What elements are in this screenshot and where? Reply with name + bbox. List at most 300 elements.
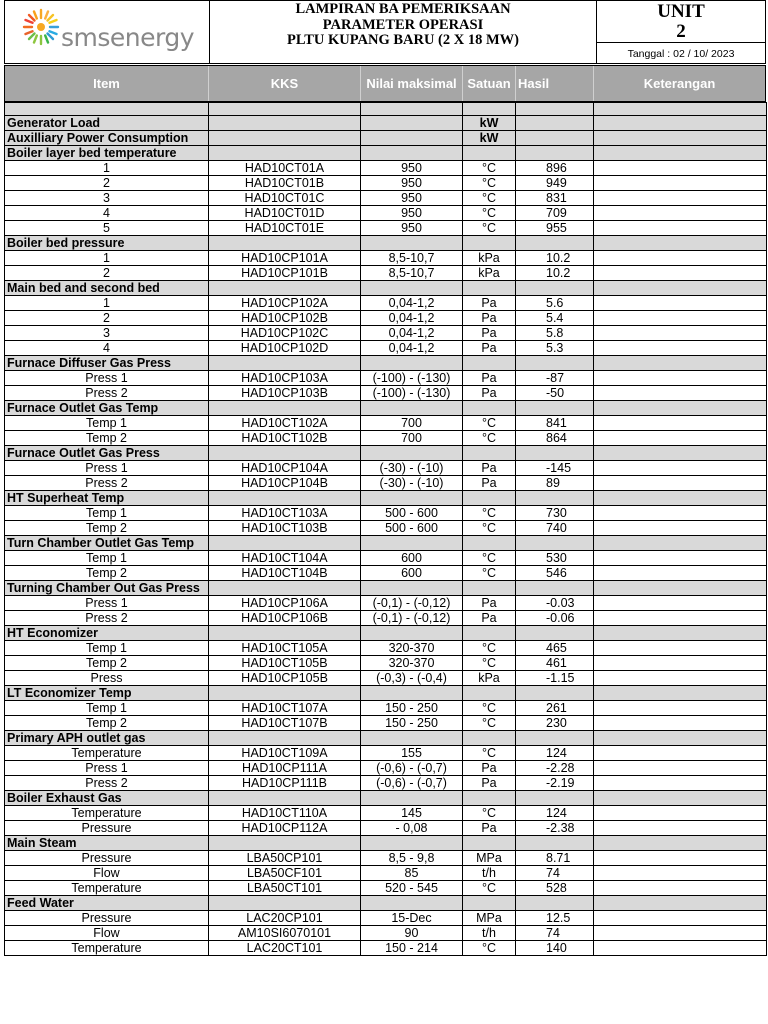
empty-cell [5, 103, 209, 116]
hasil-cell: 955 [516, 221, 594, 236]
hasil-cell [516, 236, 594, 251]
satuan-cell: kPa [463, 266, 516, 281]
table-row [5, 416, 767, 431]
kks-cell [209, 116, 361, 131]
keterangan-cell [594, 161, 767, 176]
kks-cell [209, 491, 361, 506]
hasil-cell: -2.38 [516, 821, 594, 836]
section-header-row [5, 836, 767, 851]
table-row [5, 641, 767, 656]
kks-cell: HAD10CT110A [209, 806, 361, 821]
kks-cell: HAD10CT102A [209, 416, 361, 431]
section-title: HT Economizer [5, 626, 209, 641]
section-header-row [5, 491, 767, 506]
kks-cell: HAD10CT107A [209, 701, 361, 716]
max-cell: 600 [361, 551, 463, 566]
hasil-cell [516, 536, 594, 551]
kks-cell [209, 791, 361, 806]
satuan-cell: kPa [463, 251, 516, 266]
max-cell [361, 236, 463, 251]
table-row [5, 746, 767, 761]
section-header-row [5, 116, 767, 131]
keterangan-cell [594, 761, 767, 776]
kks-cell: HAD10CP102A [209, 296, 361, 311]
hasil-cell: 461 [516, 656, 594, 671]
max-cell: 150 - 214 [361, 941, 463, 956]
kks-cell [209, 131, 361, 146]
hasil-cell [516, 581, 594, 596]
section-title: Turning Chamber Out Gas Press [5, 581, 209, 596]
item-cell: Temp 2 [5, 716, 209, 731]
satuan-cell: MPa [463, 911, 516, 926]
keterangan-cell [594, 251, 767, 266]
satuan-cell [463, 581, 516, 596]
max-cell: (-100) - (-130) [361, 386, 463, 401]
section-title: HT Superheat Temp [5, 491, 209, 506]
satuan-cell: °C [463, 551, 516, 566]
section-title: LT Economizer Temp [5, 686, 209, 701]
keterangan-cell [594, 911, 767, 926]
keterangan-cell [594, 176, 767, 191]
table-row [5, 716, 767, 731]
kks-cell: HAD10CT107B [209, 716, 361, 731]
table-row [5, 221, 767, 236]
satuan-cell [463, 446, 516, 461]
kks-cell: HAD10CT01B [209, 176, 361, 191]
max-cell: 950 [361, 221, 463, 236]
max-cell [361, 356, 463, 371]
satuan-cell: Pa [463, 296, 516, 311]
kks-cell [209, 581, 361, 596]
empty-cell [594, 103, 767, 116]
hasil-cell: 528 [516, 881, 594, 896]
max-cell: 700 [361, 431, 463, 446]
section-title: Turn Chamber Outlet Gas Temp [5, 536, 209, 551]
date-label: Tanggal : 02 / 10/ 2023 [627, 48, 735, 60]
table-header [4, 65, 766, 102]
satuan-cell [463, 626, 516, 641]
max-cell [361, 896, 463, 911]
hasil-cell: 5.4 [516, 311, 594, 326]
section-header-row [5, 281, 767, 296]
max-cell [361, 131, 463, 146]
item-cell: Temperature [5, 881, 209, 896]
satuan-cell: kW [463, 116, 516, 131]
hasil-cell [516, 401, 594, 416]
section-header-row [5, 686, 767, 701]
satuan-cell [463, 146, 516, 161]
kks-cell [209, 536, 361, 551]
hasil-cell: 261 [516, 701, 594, 716]
hasil-cell: 140 [516, 941, 594, 956]
keterangan-cell [594, 476, 767, 491]
keterangan-cell [594, 626, 767, 641]
table-row [5, 821, 767, 836]
document-header [4, 0, 766, 64]
max-cell [361, 446, 463, 461]
hasil-cell [516, 116, 594, 131]
hasil-cell: -1.15 [516, 671, 594, 686]
keterangan-cell [594, 851, 767, 866]
hasil-cell: 465 [516, 641, 594, 656]
keterangan-cell [594, 896, 767, 911]
empty-cell [516, 103, 594, 116]
satuan-cell: Pa [463, 611, 516, 626]
kks-cell [209, 281, 361, 296]
max-cell [361, 731, 463, 746]
hasil-cell [516, 731, 594, 746]
item-cell: 1 [5, 161, 209, 176]
satuan-cell [463, 896, 516, 911]
keterangan-cell [594, 326, 767, 341]
section-header-row [5, 581, 767, 596]
item-cell: Press 2 [5, 386, 209, 401]
kks-cell: HAD10CP106B [209, 611, 361, 626]
kks-cell [209, 446, 361, 461]
item-cell: 4 [5, 206, 209, 221]
hasil-cell: -145 [516, 461, 594, 476]
max-cell: 600 [361, 566, 463, 581]
hasil-cell: -50 [516, 386, 594, 401]
hasil-cell: -2.19 [516, 776, 594, 791]
item-cell: 5 [5, 221, 209, 236]
satuan-cell: °C [463, 881, 516, 896]
hasil-cell [516, 491, 594, 506]
item-cell: Flow [5, 866, 209, 881]
table-row [5, 671, 767, 686]
max-cell: 700 [361, 416, 463, 431]
keterangan-cell [594, 821, 767, 836]
table-row [5, 326, 767, 341]
hasil-cell: 10.2 [516, 251, 594, 266]
section-title: Boiler bed pressure [5, 236, 209, 251]
hasil-cell: 949 [516, 176, 594, 191]
section-title: Boiler Exhaust Gas [5, 791, 209, 806]
section-header-row [5, 356, 767, 371]
item-cell: Temp 2 [5, 521, 209, 536]
kks-cell: HAD10CP102D [209, 341, 361, 356]
table-row [5, 926, 767, 941]
parameter-table [4, 102, 767, 956]
item-cell: Temperature [5, 941, 209, 956]
item-cell: Temp 1 [5, 551, 209, 566]
item-cell: Pressure [5, 851, 209, 866]
max-cell: 950 [361, 176, 463, 191]
section-title: Feed Water [5, 896, 209, 911]
keterangan-cell [594, 866, 767, 881]
table-row [5, 941, 767, 956]
keterangan-cell [594, 521, 767, 536]
item-cell: Temp 2 [5, 431, 209, 446]
section-title: Furnace Outlet Gas Temp [5, 401, 209, 416]
hasil-cell: 230 [516, 716, 594, 731]
table-row [5, 551, 767, 566]
column-header-max: Nilai maksimal [361, 66, 463, 101]
table-row [5, 461, 767, 476]
table-row [5, 761, 767, 776]
item-cell: Temp 1 [5, 506, 209, 521]
item-cell: Temp 2 [5, 566, 209, 581]
kks-cell: HAD10CP101B [209, 266, 361, 281]
logo-text: smsenergy [61, 23, 195, 52]
kks-cell: LAC20CP101 [209, 911, 361, 926]
kks-cell [209, 356, 361, 371]
item-cell: Temp 2 [5, 656, 209, 671]
hasil-cell [516, 896, 594, 911]
satuan-cell [463, 281, 516, 296]
table-row [5, 191, 767, 206]
table-row [5, 596, 767, 611]
item-cell: Temp 1 [5, 416, 209, 431]
column-header-kks: KKS [209, 66, 361, 101]
satuan-cell: °C [463, 506, 516, 521]
table-row [5, 911, 767, 926]
item-cell: Press 2 [5, 476, 209, 491]
hasil-cell: -0.03 [516, 596, 594, 611]
table-row [5, 881, 767, 896]
kks-cell: HAD10CT01A [209, 161, 361, 176]
max-cell: 15-Dec [361, 911, 463, 926]
item-cell: 3 [5, 326, 209, 341]
keterangan-cell [594, 236, 767, 251]
table-row [5, 206, 767, 221]
satuan-cell [463, 731, 516, 746]
satuan-cell [463, 236, 516, 251]
section-header-row [5, 446, 767, 461]
section-header-row [5, 146, 767, 161]
table-row [5, 506, 767, 521]
keterangan-cell [594, 881, 767, 896]
kks-cell: HAD10CP104B [209, 476, 361, 491]
kks-cell: HAD10CT105B [209, 656, 361, 671]
item-cell: Press 1 [5, 461, 209, 476]
satuan-cell [463, 836, 516, 851]
max-cell: 150 - 250 [361, 716, 463, 731]
kks-cell [209, 836, 361, 851]
table-row [5, 776, 767, 791]
hasil-cell: 74 [516, 926, 594, 941]
table-row [5, 476, 767, 491]
item-cell: Temperature [5, 806, 209, 821]
max-cell: 950 [361, 191, 463, 206]
satuan-cell: Pa [463, 326, 516, 341]
max-cell [361, 401, 463, 416]
max-cell: 90 [361, 926, 463, 941]
item-cell: 2 [5, 176, 209, 191]
unit-label-block [597, 1, 765, 43]
hasil-cell: 8.71 [516, 851, 594, 866]
keterangan-cell [594, 596, 767, 611]
keterangan-cell [594, 716, 767, 731]
max-cell: 0,04-1,2 [361, 341, 463, 356]
max-cell [361, 836, 463, 851]
satuan-cell: °C [463, 191, 516, 206]
max-cell: 320-370 [361, 641, 463, 656]
table-row [5, 866, 767, 881]
keterangan-cell [594, 371, 767, 386]
satuan-cell: Pa [463, 371, 516, 386]
hasil-cell: 5.6 [516, 296, 594, 311]
satuan-cell: Pa [463, 596, 516, 611]
kks-cell: HAD10CT103B [209, 521, 361, 536]
kks-cell: HAD10CP112A [209, 821, 361, 836]
satuan-cell: °C [463, 746, 516, 761]
kks-cell [209, 626, 361, 641]
section-header-row [5, 236, 767, 251]
hasil-cell: -87 [516, 371, 594, 386]
hasil-cell: 709 [516, 206, 594, 221]
keterangan-cell [594, 731, 767, 746]
satuan-cell: °C [463, 941, 516, 956]
keterangan-cell [594, 386, 767, 401]
section-header-row [5, 791, 767, 806]
item-cell: 1 [5, 251, 209, 266]
keterangan-cell [594, 671, 767, 686]
keterangan-cell [594, 416, 767, 431]
satuan-cell: °C [463, 521, 516, 536]
keterangan-cell [594, 656, 767, 671]
kks-cell: HAD10CT104A [209, 551, 361, 566]
max-cell: 500 - 600 [361, 521, 463, 536]
max-cell: 8,5-10,7 [361, 251, 463, 266]
keterangan-cell [594, 191, 767, 206]
satuan-cell: °C [463, 416, 516, 431]
satuan-cell: °C [463, 431, 516, 446]
keterangan-cell [594, 206, 767, 221]
unit-number: 2 [676, 21, 686, 42]
item-cell: 3 [5, 191, 209, 206]
hasil-cell: 831 [516, 191, 594, 206]
table-row [5, 251, 767, 266]
max-cell [361, 626, 463, 641]
satuan-cell: °C [463, 206, 516, 221]
keterangan-cell [594, 146, 767, 161]
kks-cell: HAD10CT102B [209, 431, 361, 446]
satuan-cell: kPa [463, 671, 516, 686]
keterangan-cell [594, 461, 767, 476]
separator-row [5, 103, 767, 116]
satuan-cell: °C [463, 701, 516, 716]
kks-cell: LBA50CF101 [209, 866, 361, 881]
table-row [5, 296, 767, 311]
max-cell: 320-370 [361, 656, 463, 671]
unit-block [597, 1, 765, 63]
empty-cell [209, 103, 361, 116]
column-header-hasil: Hasil [516, 66, 594, 101]
kks-cell: AM10SI6070101 [209, 926, 361, 941]
section-header-row [5, 731, 767, 746]
item-cell: Pressure [5, 821, 209, 836]
kks-cell: HAD10CP111B [209, 776, 361, 791]
item-cell: Press 2 [5, 611, 209, 626]
keterangan-cell [594, 806, 767, 821]
satuan-cell [463, 791, 516, 806]
kks-cell: HAD10CT103A [209, 506, 361, 521]
satuan-cell: °C [463, 221, 516, 236]
hasil-cell [516, 356, 594, 371]
hasil-cell: 5.8 [516, 326, 594, 341]
column-header-keterangan: Keterangan [643, 76, 716, 91]
satuan-cell: °C [463, 806, 516, 821]
keterangan-cell [594, 341, 767, 356]
table-row [5, 806, 767, 821]
hasil-cell: 841 [516, 416, 594, 431]
satuan-cell: °C [463, 161, 516, 176]
max-cell: 0,04-1,2 [361, 296, 463, 311]
hasil-cell: 124 [516, 746, 594, 761]
keterangan-cell [594, 791, 767, 806]
section-title: Furnace Diffuser Gas Press [5, 356, 209, 371]
item-cell: 2 [5, 311, 209, 326]
max-cell: (-0,1) - (-0,12) [361, 596, 463, 611]
keterangan-cell [594, 491, 767, 506]
hasil-cell [516, 131, 594, 146]
section-header-row [5, 536, 767, 551]
kks-cell: HAD10CT01E [209, 221, 361, 236]
table-row [5, 656, 767, 671]
column-header-item: Item [5, 66, 209, 101]
logo [5, 1, 210, 63]
keterangan-cell [594, 551, 767, 566]
table-row [5, 521, 767, 536]
column-header-satuan: Satuan [463, 66, 516, 101]
section-title: Primary APH outlet gas [5, 731, 209, 746]
satuan-cell: °C [463, 656, 516, 671]
keterangan-cell [594, 401, 767, 416]
satuan-cell [463, 536, 516, 551]
item-cell: 4 [5, 341, 209, 356]
kks-cell: HAD10CP102B [209, 311, 361, 326]
max-cell: 500 - 600 [361, 506, 463, 521]
kks-cell: LBA50CP101 [209, 851, 361, 866]
hasil-cell: 546 [516, 566, 594, 581]
hasil-cell: 740 [516, 521, 594, 536]
keterangan-cell [594, 356, 767, 371]
kks-cell: HAD10CT109A [209, 746, 361, 761]
section-title: Auxilliary Power Consumption [5, 131, 209, 146]
satuan-cell [463, 686, 516, 701]
section-header-row [5, 401, 767, 416]
kks-cell [209, 686, 361, 701]
keterangan-cell [594, 611, 767, 626]
keterangan-cell [594, 581, 767, 596]
hasil-cell: 530 [516, 551, 594, 566]
satuan-cell [463, 491, 516, 506]
max-cell [361, 491, 463, 506]
keterangan-cell [594, 836, 767, 851]
kks-cell [209, 236, 361, 251]
keterangan-cell [594, 446, 767, 461]
keterangan-cell [594, 926, 767, 941]
document-title [210, 1, 597, 63]
max-cell: 150 - 250 [361, 701, 463, 716]
max-cell: 950 [361, 206, 463, 221]
kks-cell: LAC20CT101 [209, 941, 361, 956]
hasil-cell: 89 [516, 476, 594, 491]
keterangan-cell [594, 746, 767, 761]
satuan-cell: Pa [463, 476, 516, 491]
table-row [5, 611, 767, 626]
max-cell: 520 - 545 [361, 881, 463, 896]
max-cell [361, 581, 463, 596]
hasil-cell: 730 [516, 506, 594, 521]
kks-cell [209, 896, 361, 911]
max-cell: (-30) - (-10) [361, 461, 463, 476]
max-cell: (-0,1) - (-0,12) [361, 611, 463, 626]
hasil-cell: 864 [516, 431, 594, 446]
title-line-1: LAMPIRAN BA PEMERIKSAAN [295, 1, 511, 17]
kks-cell [209, 731, 361, 746]
